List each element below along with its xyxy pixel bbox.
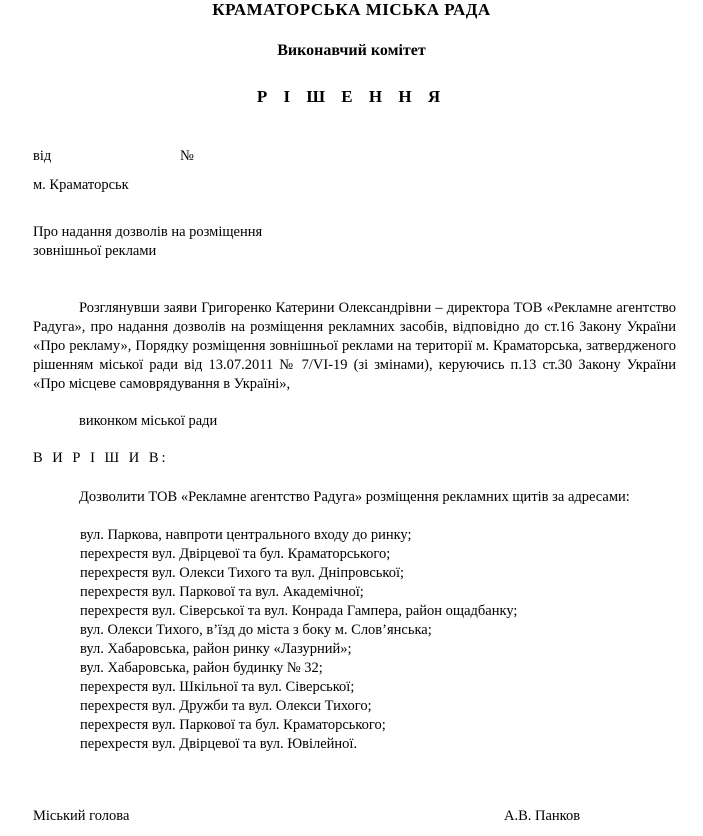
resolved-heading: В И Р І Ш И В: xyxy=(33,450,169,466)
list-item: вул. Паркова, навпроти центрального входу до ринку; xyxy=(80,527,412,543)
list-item: перехрестя вул. Шкільної та вул. Сіверської; xyxy=(80,679,355,695)
list-item: перехрестя вул. Дружби та вул. Олекси Тихого; xyxy=(80,698,372,714)
list-item: перехрестя вул. Двірцевої та бул. Краматорського; xyxy=(80,546,391,562)
list-item: перехрестя вул. Двірцевої та вул. Ювілейної. xyxy=(80,736,358,752)
list-item: вул. Хабаровська, район ринку «Лазурний»; xyxy=(80,641,352,657)
decision-title: Р І Ш Е Н Н Я xyxy=(256,87,447,106)
number-label: № xyxy=(180,148,194,164)
signature-name: А.В. Панков xyxy=(504,808,581,824)
preamble-text: Розглянувши заяви Григоренко Катерини Олександрівни – директора ТОВ «Рекламне агентство Радуга», про надання дозволів на розміщення рекламних засобів, відповідно до ст.16 Закону України «Про рекламу», Порядку розміщення зовнішньої реклами на території м. Краматорська, затвердженого рішенням міської ради від 13.07.2011 № 7/VI-19 (зі змінами), керуючись п.13 ст.30 Закону України «Про місцеве самоврядування в Україні», xyxy=(33,300,676,392)
executive-line: виконком міської ради xyxy=(79,413,218,429)
committee-title: Виконавчий комітет xyxy=(277,42,426,59)
signature-position: Міський голова xyxy=(33,808,130,824)
permission-paragraph xyxy=(33,488,676,507)
list-item: перехрестя вул. Олекси Тихого та вул. Дніпровської; xyxy=(80,565,405,581)
subject-line-1: Про надання дозволів на розміщення xyxy=(33,224,263,240)
council-title: КРАМАТОРСЬКА МІСЬКА РАДА xyxy=(212,0,491,19)
address-list xyxy=(80,526,517,754)
preamble-paragraph xyxy=(33,299,676,394)
list-item: перехрестя вул. Сіверської та вул. Конрада Гампера, район ощадбанку; xyxy=(80,603,518,619)
list-item: вул. Олекси Тихого, в’їзд до міста з боку м. Слов’янська; xyxy=(80,622,432,638)
list-item: вул. Хабаровська, район будинку № 32; xyxy=(80,660,323,676)
subject-line-2: зовнішньої реклами xyxy=(33,243,157,259)
list-item: перехрестя вул. Паркової та бул. Краматорського; xyxy=(80,717,386,733)
city-label: м. Краматорськ xyxy=(33,177,129,193)
list-item: перехрестя вул. Паркової та вул. Академічної; xyxy=(80,584,364,600)
permission-text: Дозволити ТОВ «Рекламне агентство Радуга» розміщення рекламних щитів за адресами: xyxy=(79,489,630,505)
date-label: від xyxy=(33,148,52,164)
